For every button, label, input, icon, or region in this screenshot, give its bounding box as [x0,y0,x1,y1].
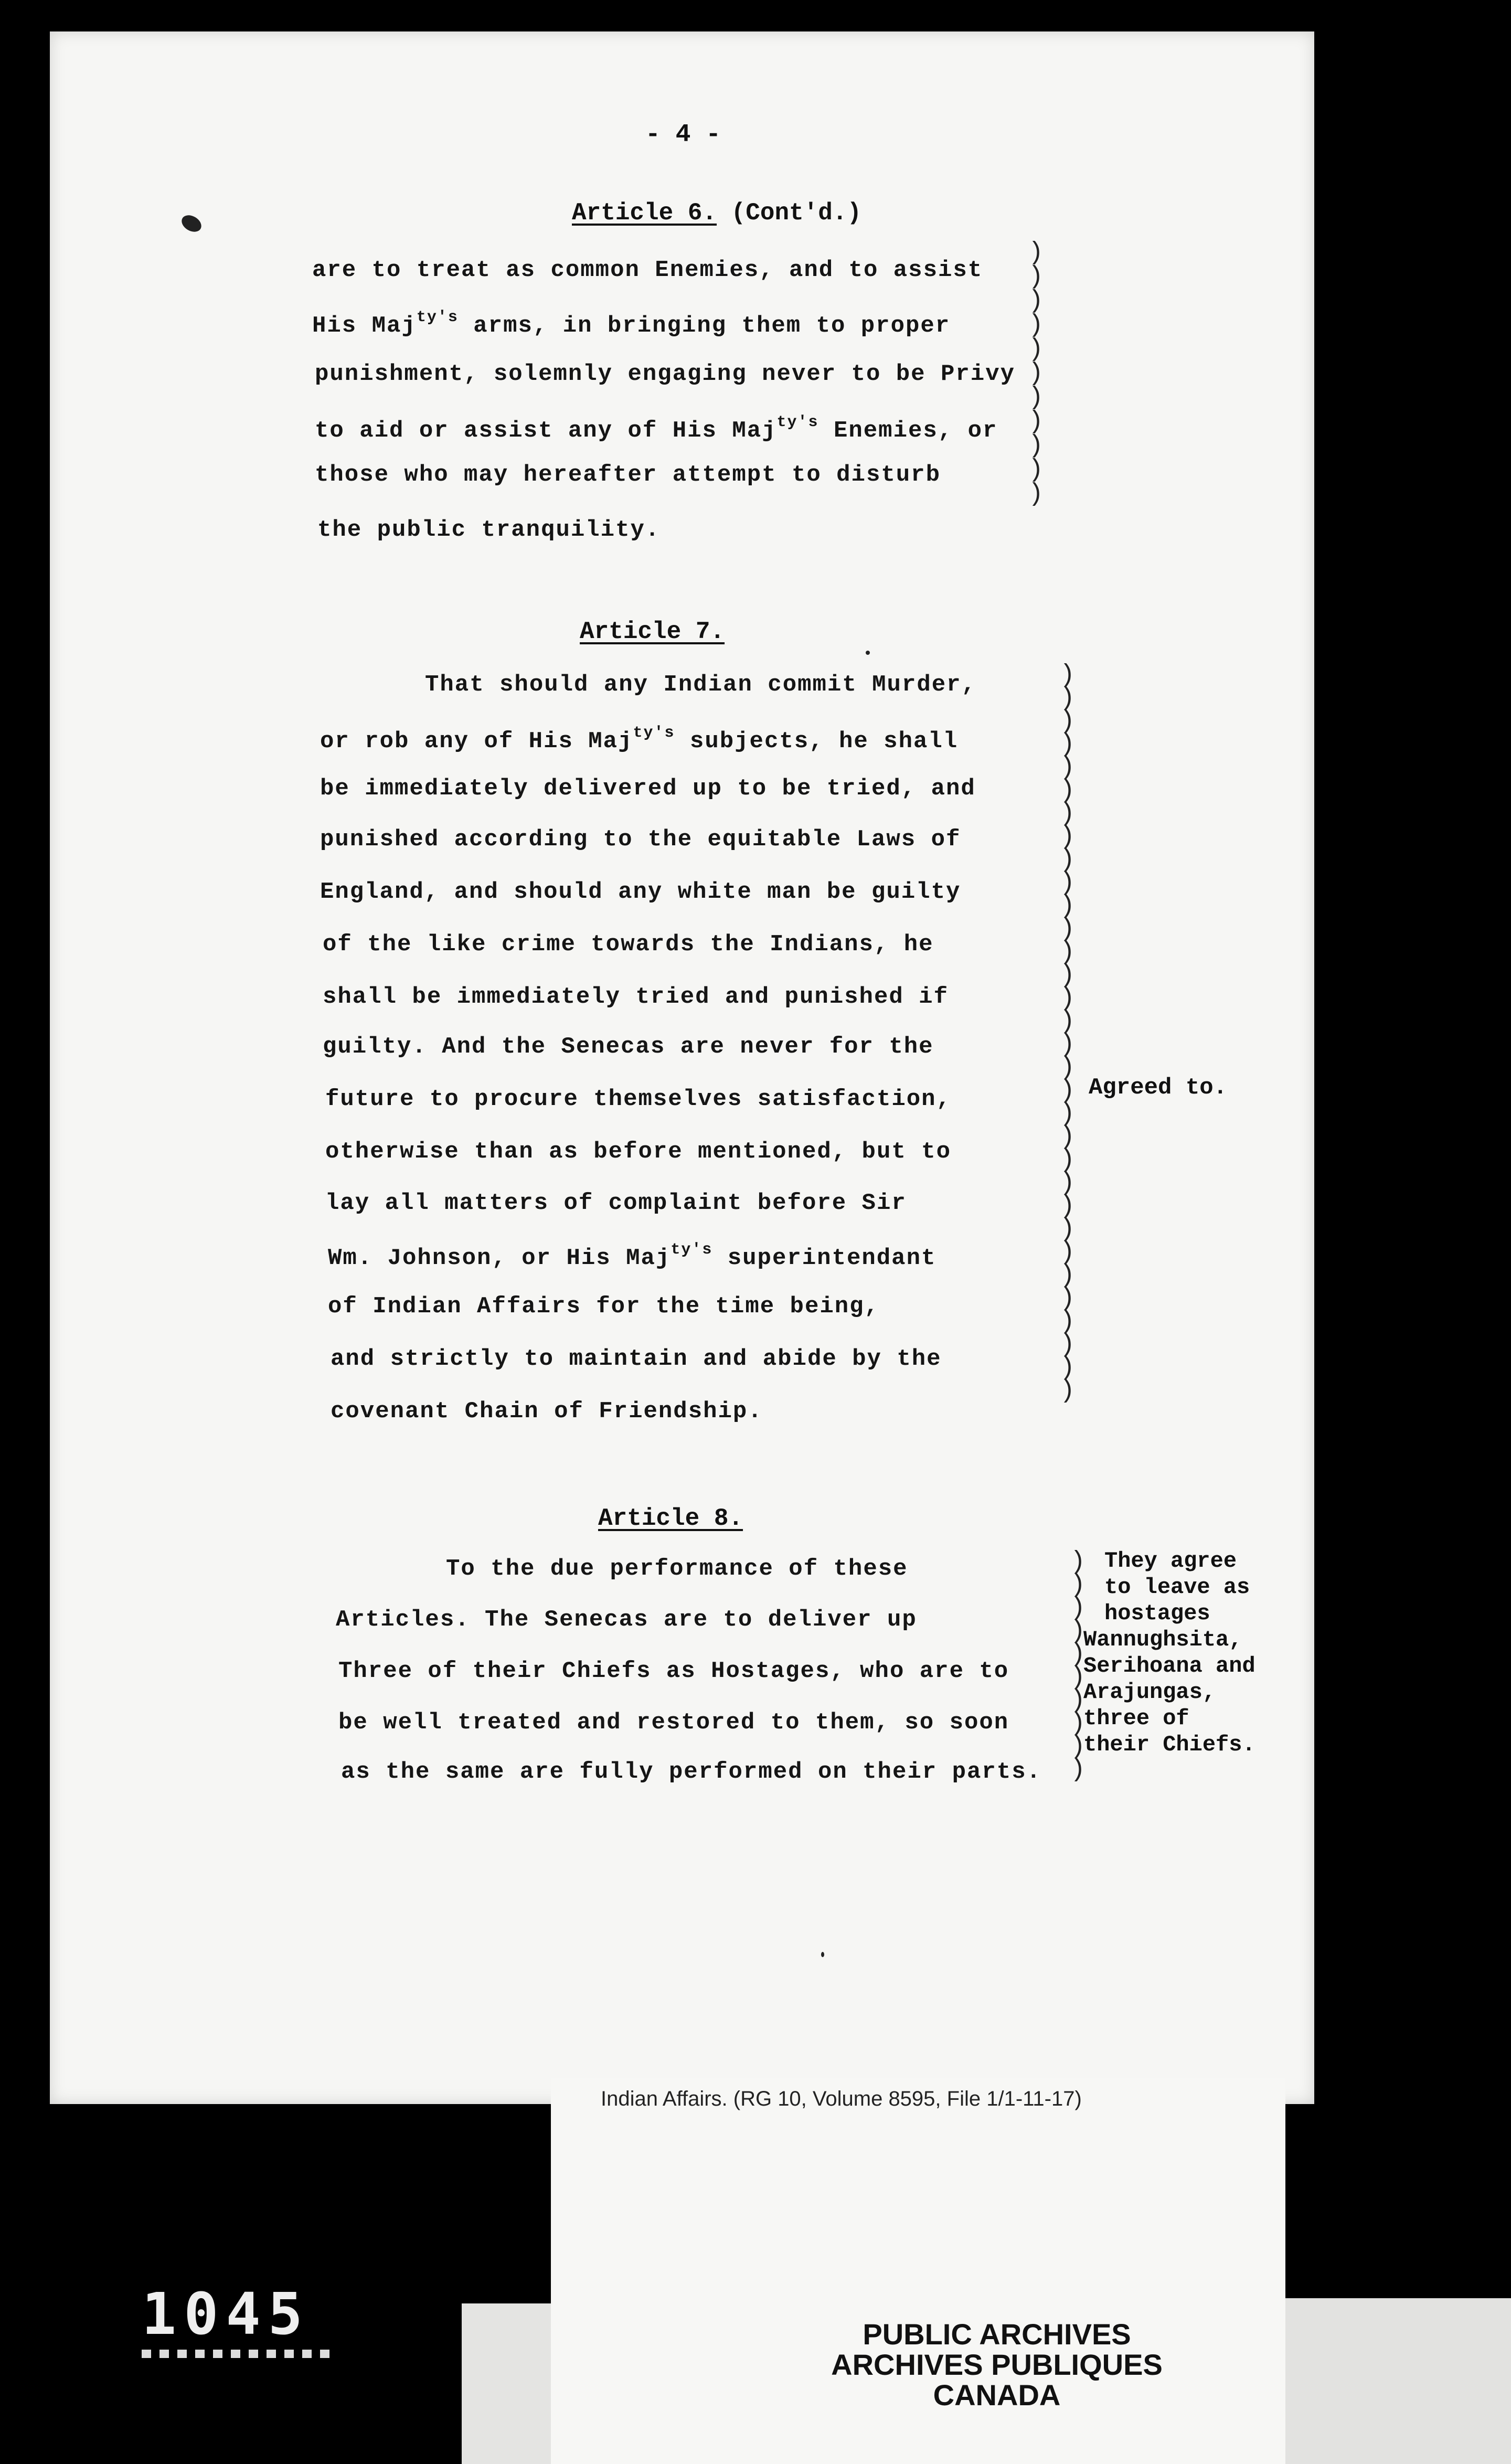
stamp-line-3: CANADA [933,2378,1061,2412]
bracket-mark: ) [1060,1284,1075,1313]
bracket-mark: ) [1060,1169,1075,1197]
bracket-mark: ) [1060,707,1075,736]
text-line [320,879,961,905]
bracket-mark: ) [1070,1686,1086,1715]
superscript: ty's [776,413,819,431]
text-line [315,361,1015,387]
text-line [323,1034,934,1060]
text-line [320,776,976,802]
bracket-mark: ) [1070,1663,1086,1692]
bracket-mark: ) [1060,869,1075,897]
text-line [338,1709,1009,1736]
text-segment: otherwise than as before mentioned, but to [325,1139,951,1165]
margin-note-line: Serihoana and [1083,1653,1255,1679]
article-7-margin-note: Agreed to. [1089,1075,1228,1101]
article-8-heading [598,1505,743,1532]
bracket-mark: ) [1060,938,1075,967]
bracket-mark: ) [1060,1077,1075,1105]
article-6-heading [572,199,861,227]
text-segment: lay all matters of complaint before Sir [325,1190,907,1216]
article-6-contd: (Cont'd.) [731,199,862,227]
bracket-mark: ) [1070,1548,1086,1576]
film-perforations [142,2350,331,2358]
paper-stub [1280,2298,1511,2464]
bracket-mark: ) [1070,1756,1086,1784]
bracket-mark: ) [1060,1100,1075,1128]
margin-note-line: Arajungas, [1083,1680,1216,1705]
bracket-mark: ) [1028,335,1044,364]
bracket-mark: ) [1060,892,1075,920]
bracket-mark: ) [1070,1709,1086,1738]
bracket-mark: ) [1028,239,1044,267]
text-segment: punished according to the equitable Laws of [320,826,961,853]
article-6-title: Article 6. [572,199,717,227]
bracket-mark: ) [1060,1238,1075,1267]
bracket-mark: ) [1070,1594,1086,1622]
text-segment: of the like crime towards the Indians, he [323,931,934,958]
bracket-mark: ) [1060,1215,1075,1244]
bracket-mark: ) [1060,1192,1075,1220]
text-segment: guilty. And the Senecas are never for the [323,1034,934,1060]
margin-note-line: to leave as [1104,1575,1250,1600]
ink-speck [866,651,870,655]
text-segment: and strictly to maintain and abide by the [331,1346,942,1372]
text-segment: future to procure themselves satisfaction, [325,1086,951,1112]
text-line [328,1241,936,1271]
margin-note-line: three of [1083,1706,1189,1731]
text-line [320,724,958,755]
bracket-mark: ) [1060,684,1075,713]
ink-speck [821,1952,824,1957]
bracket-mark: ) [1070,1640,1086,1669]
text-line [331,1398,763,1425]
text-line [325,1190,907,1216]
bracket-mark: ) [1060,1123,1075,1151]
text-segment: Enemies, or [818,418,998,444]
text-segment: superintendant [712,1245,937,1271]
article-7-heading [580,618,725,645]
document-page [50,31,1314,2104]
text-line [325,1086,951,1112]
text-segment: Articles. The Senecas are to deliver up [336,1607,917,1633]
bracket-mark: ) [1028,287,1044,315]
bracket-mark: ) [1060,1308,1075,1336]
text-segment: those who may hereafter attempt to disturb [315,462,941,488]
bracket-mark: ) [1060,1031,1075,1059]
text-line [312,257,983,283]
text-segment: To the due performance of these [446,1556,908,1582]
text-segment: subjects, he shall [675,728,959,755]
text-segment: or rob any of His Maj [320,728,633,755]
bracket-mark: ) [1060,730,1075,759]
text-segment: That should any Indian commit Murder, [425,672,976,698]
bracket-mark: ) [1060,1054,1075,1082]
bracket-mark: ) [1070,1571,1086,1599]
bracket-mark: ) [1060,753,1075,782]
stamp-line-2: ARCHIVES PUBLIQUES [831,2348,1163,2381]
bracket-mark: ) [1060,823,1075,851]
bracket-mark: ) [1060,915,1075,943]
text-line [336,1607,917,1633]
stamp-line-1: PUBLIC ARCHIVES [863,2318,1131,2351]
text-line [320,826,961,853]
article-7-title: Article 7. [580,618,725,645]
archive-stamp [808,2319,1186,2410]
bracket-mark: ) [1028,456,1044,484]
text-line [331,1346,942,1372]
text-segment: are to treat as common Enemies, and to assist [312,257,983,283]
bracket-mark: ) [1028,359,1044,388]
bracket-mark: ) [1060,1331,1075,1359]
text-segment: as the same are fully performed on their parts. [341,1759,1042,1785]
text-line [328,1293,879,1320]
text-line [425,672,976,698]
margin-note-line: hostages [1104,1601,1210,1626]
text-line [338,1658,1009,1684]
text-line [317,517,660,543]
text-line [325,1139,951,1165]
bracket-mark: ) [1028,480,1044,508]
text-segment: of Indian Affairs for the time being, [328,1293,879,1320]
text-segment: England, and should any white man be guilty [320,879,961,905]
margin-note-line: They agree [1104,1548,1237,1574]
text-segment: arms, in bringing them to proper [458,313,951,339]
text-line [323,931,934,958]
text-line [341,1759,1041,1785]
text-segment: be well treated and restored to them, so soon [338,1709,1009,1736]
text-segment: His Maj [312,313,417,339]
text-line [312,309,950,339]
text-segment: be immediately delivered up to be tried, and [320,776,976,802]
bracket-mark: ) [1060,846,1075,874]
text-line [446,1556,908,1582]
bracket-mark: ) [1070,1617,1086,1645]
bracket-mark: ) [1028,311,1044,339]
bracket-mark: ) [1060,1007,1075,1036]
bracket-mark: ) [1070,1733,1086,1761]
article-8-margin-note [1083,1548,1255,1758]
margin-note-line: their Chiefs. [1083,1732,1255,1757]
superscript: ty's [416,309,459,326]
bracket-mark: ) [1060,1146,1075,1174]
bracket-mark: ) [1060,800,1075,828]
film-frame-number: 1045 [142,2280,310,2348]
text-segment: to aid or assist any of His Maj [315,418,777,444]
text-segment: covenant Chain of Friendship. [331,1398,763,1425]
text-segment: shall be immediately tried and punished if [323,984,949,1010]
text-line [315,462,941,488]
bracket-mark: ) [1028,263,1044,291]
text-line [323,984,949,1010]
article-8-title: Article 8. [598,1505,743,1532]
text-segment: the public tranquility. [317,517,661,543]
bracket-mark: ) [1060,777,1075,805]
bracket-mark: ) [1060,984,1075,1013]
text-line [315,413,997,444]
bracket-mark: ) [1028,384,1044,412]
margin-note-line: Wannughsita, [1083,1627,1242,1652]
bracket-mark: ) [1060,661,1075,689]
superscript: ty's [671,1241,713,1259]
bracket-mark: ) [1028,432,1044,460]
bracket-mark: ) [1060,961,1075,990]
superscript: ty's [633,724,675,742]
text-segment: Wm. Johnson, or His Maj [328,1245,671,1271]
page-number: - 4 - [645,121,721,149]
bracket-mark: ) [1060,1354,1075,1382]
text-segment: Three of their Chiefs as Hostages, who are to [338,1658,1009,1684]
text-segment: punishment, solemnly engaging never to be Privy [315,361,1016,387]
archive-reference: Indian Affairs. (RG 10, Volume 8595, File 1/1-11-17) [601,2087,1082,2110]
bracket-mark: ) [1060,1261,1075,1290]
bracket-mark: ) [1028,408,1044,436]
bracket-mark: ) [1060,1377,1075,1405]
